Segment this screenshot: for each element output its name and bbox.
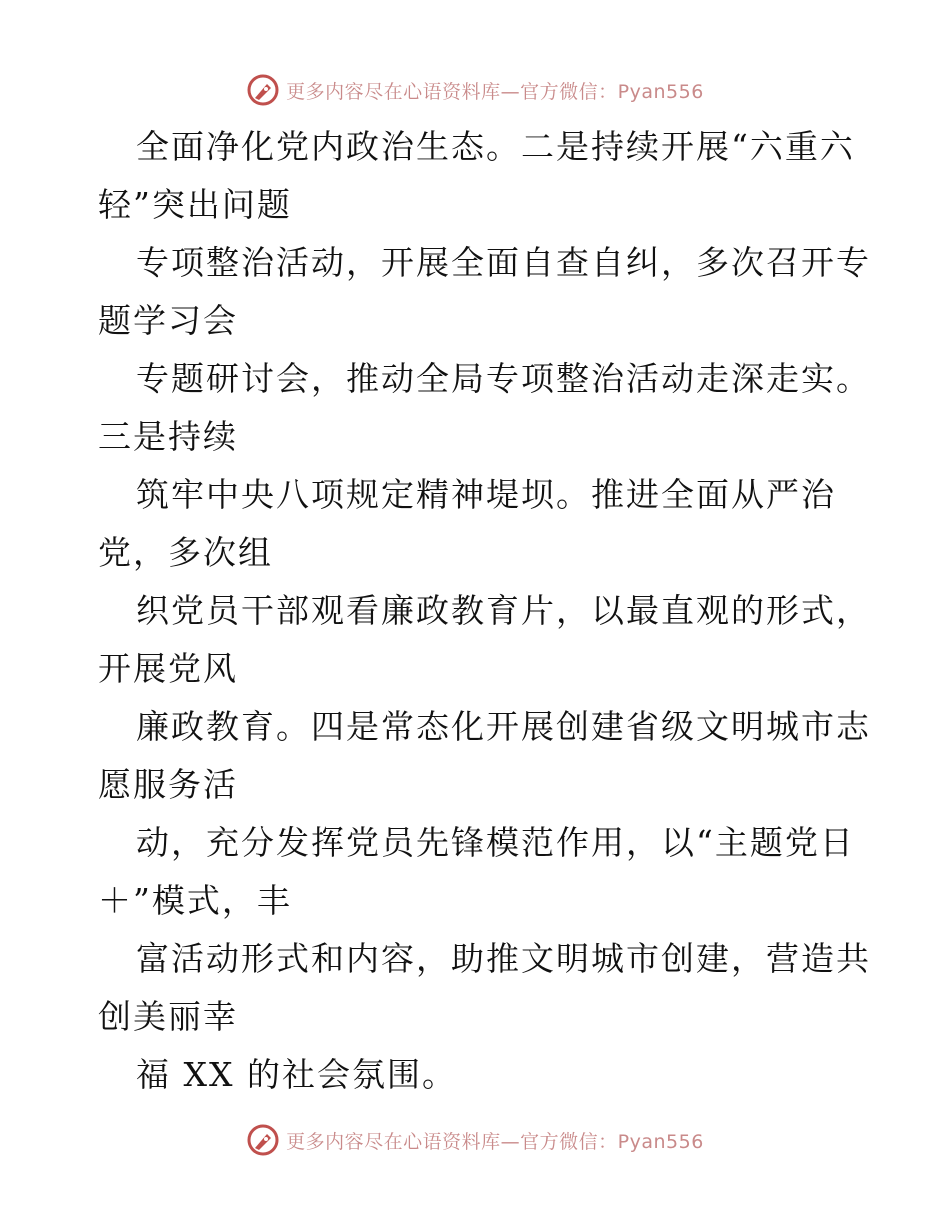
text-line: 筑牢中央八项规定精神堤坝。推进全面从严治 xyxy=(136,475,836,514)
text-line: 党，多次组 xyxy=(98,533,273,572)
text-line: 福 XX 的社会氛围。 xyxy=(136,1055,457,1094)
text-line: 织党员干部观看廉政教育片，以最直观的形式， xyxy=(136,591,871,630)
header-watermark-banner xyxy=(0,70,950,110)
footer-watermark-banner xyxy=(0,1120,950,1160)
text-line: 富活动形式和内容，助推文明城市创建，营造共 xyxy=(136,939,871,978)
text-line: 创美丽幸 xyxy=(98,997,238,1036)
text-line: 廉政教育。四是常态化开展创建省级文明城市志 xyxy=(136,707,871,746)
footer-watermark-group xyxy=(246,1123,704,1157)
text-line: 三是持续 xyxy=(98,417,238,456)
watermark-text: 更多内容尽在心语资料库—官方微信：Pyan556 xyxy=(286,80,704,103)
watermark-text: 更多内容尽在心语资料库—官方微信：Pyan556 xyxy=(286,1130,704,1153)
text-line: 专题研讨会，推动全局专项整治活动走深走实。 xyxy=(136,359,871,398)
text-line: 轻”突出问题 xyxy=(98,185,292,224)
text-line: 愿服务活 xyxy=(98,765,238,804)
document-body xyxy=(98,118,871,1104)
text-line: 题学习会 xyxy=(98,301,238,340)
text-line: 动，充分发挥党员先锋模范作用，以“主题党日 xyxy=(136,823,855,862)
text-line: ＋”模式，丰 xyxy=(98,881,292,920)
header-watermark-group xyxy=(246,73,704,107)
text-line: 全面净化党内政治生态。二是持续开展“六重六 xyxy=(136,127,855,166)
text-line: 开展党风 xyxy=(98,649,238,688)
text-line: 专项整治活动，开展全面自查自纠，多次召开专 xyxy=(136,243,871,282)
pen-nib-logo-icon xyxy=(246,73,280,107)
pen-nib-logo-icon xyxy=(246,1123,280,1157)
